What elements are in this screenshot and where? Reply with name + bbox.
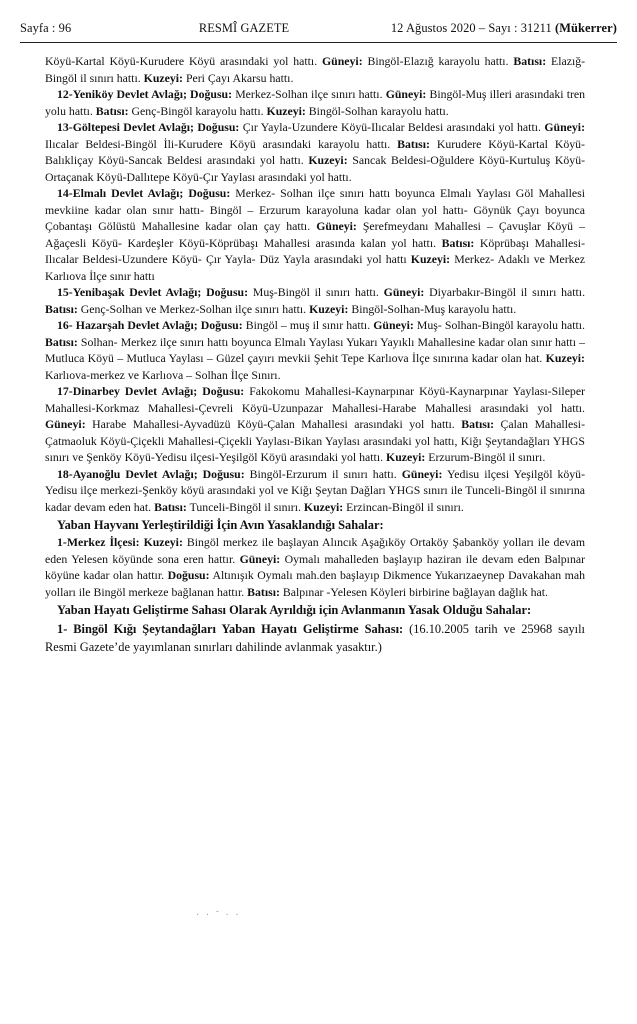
paragraph-dinarbey: 17-Dinarbey Devlet Avlağı; Doğusu: Fakokomu Mahallesi-Kaynarpınar Köyü-Kaynarpınar Yaylası-Sileper Mahallesi-Korkmaz Mahallesi-Çevreli Köyü-Uzunpazar Mahallesi-Harabe Mahallesi arasındaki yol hattı. Güneyi: Harabe Mahallesi-Ayvadüzü Köyü-Çalan Mahallesi arasındaki yol hattı. Batısı: Çalan Mahallesi-Çatmaoluk Köyü-Çiçekli Mahallesi-Çiçekli Yaylası-Bikan Yaylası arasındaki yol hattı, Kiğı Şeytandağları YHGS sınırı ve Şenköy Köyü-Yedisu ilçesi-Yeşilgöl Köyü arasındaki yol hattı. Kuzeyi: Erzurum-Bingöl il sınırı.: [45, 384, 586, 464]
paragraph-hazarsah: 16- Hazarşah Devlet Avlağı; Doğusu: Bingöl – muş il sınır hattı. Güneyi: Muş- Solhan-Bingöl karayolu hattı. Batısı: Solhan- Merkez ilçe sınırı hattı boyunca Elmalı Yaylası Yukarı Yayıklı Mahallesine kadar olan sınır hattı – Mutluca Köyü – Mutluca Yaylası – Güzel çayırı mevkii Şehit Tepe Karlıova İlçe sınırına kadar olan hat. Kuzeyi: Karlıova-merkez ve Karlıova – Solhan İlçe Sınırı.: [45, 318, 586, 382]
section-heading-wildlife-placed: Yaban Hayvanı Yerleştirildiği İçin Avın Yasaklandığı Sahalar:: [57, 518, 384, 532]
paragraph-kigi-seytandaglari: 1- Bingöl Kığı Şeytandağları Yaban Hayatı Geliştirme Sahası: (16.10.2005 tarih ve 25968 sayılı Resmi Gazete’de yayımlanan sınırları dahilinde avlanmak yasaktır.): [45, 622, 585, 654]
paragraph-continued: Köyü-Kartal Köyü-Kurudere Köyü arasındaki yol hattı. Güneyi: Bingöl-Elazığ karayolu hattı. Batısı: Elazığ-Bingöl il sınırı hattı. Kuzeyi: Peri Çayı Akarsu hattı.: [45, 54, 586, 85]
reprint-label: (Mükerrer): [554, 21, 617, 35]
section-heading-wildlife-development: Yaban Hayatı Geliştirme Sahası Olarak Ayrıldığı için Avlanmanın Yasak Olduğu Sahalar:: [57, 603, 532, 617]
scan-mark: · · ˜ · ·: [196, 910, 241, 921]
paragraph-elmali: 14-Elmalı Devlet Avlağı; Doğusu: Merkez- Solhan ilçe sınırı hattı boyunca Elmalı Yaylası Göl Mahallesi mevkiine kadar olan sınır hattı- Bingöl – Erzurum karayoluna kadar olan yol hattı- Göynük Çayı boyunca Çobantaşı Gölüstü Mahallesine kadar olan çay hattı. Güneyi: Şerefmeydanı Mahallesi – Çavuşlar Köyü – Ağaçesli Köyü- Kardeşler Köyü-Köprübaşı Mahallesi arasında kalan yol hattı. Batısı: Köprübaşı Mahallesi- Ilıcalar Beldesi-Uzundere Köyü- Çır Yayla- Düz Yayla arasındaki yol hattı Kuzeyi: Merkez- Adaklı ve Merkez Karlıova İlçe sınır hattı: [45, 186, 586, 283]
document-body: [45, 53, 585, 656]
header-rule: [20, 42, 617, 43]
page-header: [20, 21, 617, 36]
paragraph-yenikoy: 12-Yeniköy Devlet Avlağı; Doğusu: Merkez-Solhan ilçe sınırı hattı. Güneyi: Bingöl-Muş illeri arasındaki tren yolu hattı. Batısı: Genç-Bingöl karayolu hattı. Kuzeyi: Bingöl-Solhan karayolu hattı.: [45, 87, 586, 118]
issue-date: 12 Ağustos 2020 – Sayı : 31211: [390, 21, 552, 35]
paragraph-goltepesi: 13-Göltepesi Devlet Avlağı; Doğusu: Çır Yayla-Uzundere Köyü-Ilıcalar Beldesi arasındaki yol hattı. Güneyi: Ilıcalar Beldesi-Bingöl İli-Kurudere Köyü arasındaki karayolu hattı. Batısı: Kurudere Köyü-Kartal Köyü-Balıkliçay Köyü-Sancak Beldesi arasındaki yol hattı. Kuzeyi: Sancak Beldesi-Oğuldere Köyü-Kurtuluş Köyü-Ortaçanak Köyü-Dallıtepe Köyü-Çır Yaylası arasındaki yol hattı.: [45, 120, 586, 184]
paragraph-ayanoglu: 18-Ayanoğlu Devlet Avlağı; Doğusu: Bingöl-Erzurum il sınırı hattı. Güneyi: Yedisu ilçesi Yeşilgöl köyü- Yedisu ilçe merkezi-Şenköy köyü arasındaki yol ve Kiğı Şeytan Dağları YHGS sınırı ile Tunceli-Bingöl il sınırına kadar devam eden hat. Batısı: Tunceli-Bingöl il sınırı. Kuzeyi: Erzincan-Bingöl il sınırı.: [45, 466, 585, 514]
issue-info: [391, 21, 617, 36]
gazette-name: RESMÎ GAZETE: [198, 21, 290, 35]
paragraph-merkez-ilcesi: 1-Merkez İlçesi: Kuzeyi: Bingöl merkez ile başlayan Alıncık Aşağıköy Ortaköy Şabanköy yolları ile devam eden Yelesen köyünde sona eren hattır. Güneyi: Oymalı mahalleden başlayıp haziran ile devam eden Balpınar köyüne kadar olan hattır. Doğusu: Altınışık Oymalı mah.den başlayıp Dikmence Yukarızaeynep Davakahan mah yolları ile Bingöl merkeze bağlanan hattır. Batısı: Balpınar -Yelesen Köyleri birbirine bağlayan dağlık hat.: [45, 535, 586, 599]
page-number: Sayfa : 96: [20, 21, 72, 35]
paragraph-yenibasak: 15-Yenibaşak Devlet Avlağı; Doğusu: Muş-Bingöl il sınırı hattı. Güneyi: Diyarbakır-Bingöl il sınırı hattı. Batısı: Genç-Solhan ve Merkez-Solhan ilçe sınırı hattı. Kuzeyi: Bingöl-Solhan-Muş karayolu hattı.: [45, 285, 586, 316]
